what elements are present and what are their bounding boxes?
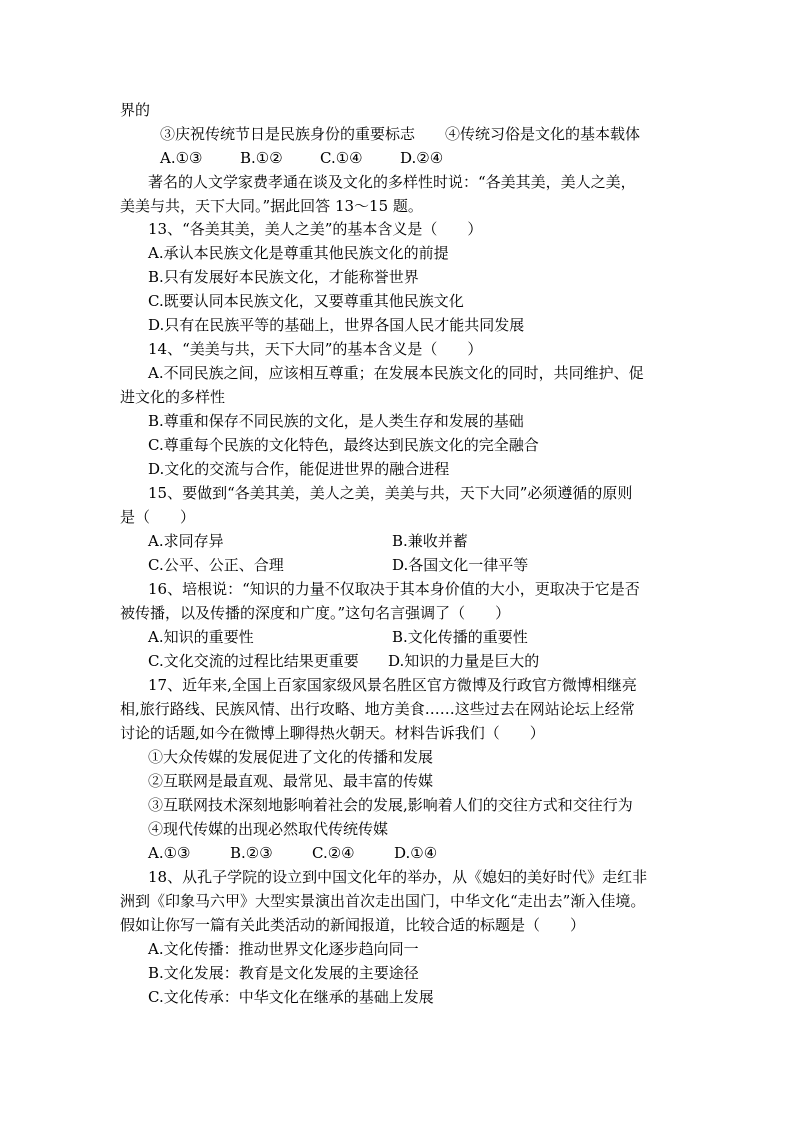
q13-option-a: A.承认本民族文化是尊重其他民族文化的前提 [148, 244, 449, 262]
q16-option-b: B.文化传播的重要性 [392, 628, 528, 646]
q17-statement-3: ③互联网技术深刻地影响着社会的发展,影响着人们的交往方式和交往行为 [148, 796, 633, 814]
choice-d: D.①④ [394, 844, 438, 862]
choice-d: D.②④ [400, 149, 444, 167]
q16-stem-line-2: 被传播，以及传播的深度和广度。”这句名言强调了（ ） [120, 604, 511, 622]
q18-option-c: C.文化传承：中华文化在继承的基础上发展 [148, 988, 434, 1006]
q17-statement-2: ②互联网是最直观、最常见、最丰富的传媒 [148, 772, 434, 790]
q15-stem-line-2: 是（ ） [120, 508, 196, 526]
choice-b: B.②③ [230, 844, 273, 862]
choice-c: C.①④ [320, 149, 363, 167]
q16-option-a: A.知识的重要性 [148, 628, 254, 646]
q17-choices [148, 843, 437, 863]
q14-option-d: D.文化的交流与合作，能促进世界的融合进程 [148, 460, 450, 478]
q17-statement-4: ④现代传媒的出现必然取代传统传媒 [148, 820, 389, 838]
q13-stem: 13、“各美其美，美人之美”的基本含义是（ ） [148, 220, 483, 238]
q14-option-a-line-2: 进文化的多样性 [120, 388, 226, 406]
q14-stem: 14、“美美与共，天下大同”的基本含义是（ ） [148, 340, 483, 358]
q18-option-b: B.文化发展：教育是文化发展的主要途径 [148, 964, 419, 982]
q14-option-a-line-1: A.不同民族之间，应该相互尊重；在发展本民族文化的同时，共同维护、促 [148, 364, 644, 382]
choice-b: B.①② [240, 149, 283, 167]
q16-stem-line-1: 16、培根说：“知识的力量不仅取决于其本身价值的大小，更取决于它是否 [148, 580, 640, 598]
q13-option-d: D.只有在民族平等的基础上，世界各国人民才能共同发展 [148, 316, 525, 334]
q18-stem-line-3: 假如让你写一篇有关此类活动的新闻报道，比较合适的标题是（ ） [120, 916, 586, 934]
q14-option-b: B.尊重和保存不同民族的文化，是人类生存和发展的基础 [148, 412, 524, 430]
q18-stem-line-2: 洲到《印象马六甲》大型实景演出首次走出国门，中华文化“走出去”渐入佳境。 [120, 892, 646, 910]
choice-c: C.②④ [312, 844, 355, 862]
prev-question-choices [160, 148, 443, 168]
q18-stem-line-1: 18、从孔子学院的设立到中国文化年的举办，从《媳妇的美好时代》走红非 [148, 868, 648, 886]
q17-statement-1: ①大众传媒的发展促进了文化的传播和发展 [148, 748, 434, 766]
q14-option-c: C.尊重每个民族的文化特色，最终达到民族文化的完全融合 [148, 436, 539, 454]
carry-over-text: 界的 [120, 101, 151, 119]
q17-stem-line-3: 讨论的话题,如今在微博上聊得热火朝天。材料告诉我们（ ） [120, 724, 545, 742]
q15-option-c: C.公平、公正、合理 [148, 556, 284, 574]
choice-a: A.①③ [148, 844, 191, 862]
q17-stem-line-1: 17、近年来,全国上百家国家级风景名胜区官方微博及行政官方微博相继亮 [148, 676, 637, 694]
q17-stem-line-2: 相,旅行路线、民族风情、出行攻略、地方美食……这些过去在网站论坛上经常 [120, 700, 635, 718]
q15-option-a: A.求同存异 [148, 532, 224, 550]
q15-stem-line-1: 15、要做到“各美其美，美人之美，美美与共，天下大同”必须遵循的原则 [148, 484, 633, 502]
q18-option-a: A.文化传播：推动世界文化逐步趋向同一 [148, 940, 419, 958]
intro-line-1: 著名的人文学家费孝通在谈及文化的多样性时说：“各美其美，美人之美， [148, 173, 636, 191]
choice-a: A.①③ [160, 149, 203, 167]
q15-option-d: D.各国文化一律平等 [392, 556, 529, 574]
q15-option-b: B.兼收并蓄 [392, 532, 468, 550]
q16-option-c: C.文化交流的过程比结果更重要 [148, 652, 359, 670]
q13-option-b: B.只有发展好本民族文化，才能称誉世界 [148, 268, 419, 286]
intro-line-2: 美美与共，天下大同。”据此回答 13～15 题。 [120, 197, 423, 215]
q13-option-c: C.既要认同本民族文化，又要尊重其他民族文化 [148, 292, 464, 310]
q16-option-d: D.知识的力量是巨大的 [388, 652, 540, 670]
prev-question-option-line: ③庆祝传统节日是民族身份的重要标志 ④传统习俗是文化的基本载体 [160, 125, 641, 143]
